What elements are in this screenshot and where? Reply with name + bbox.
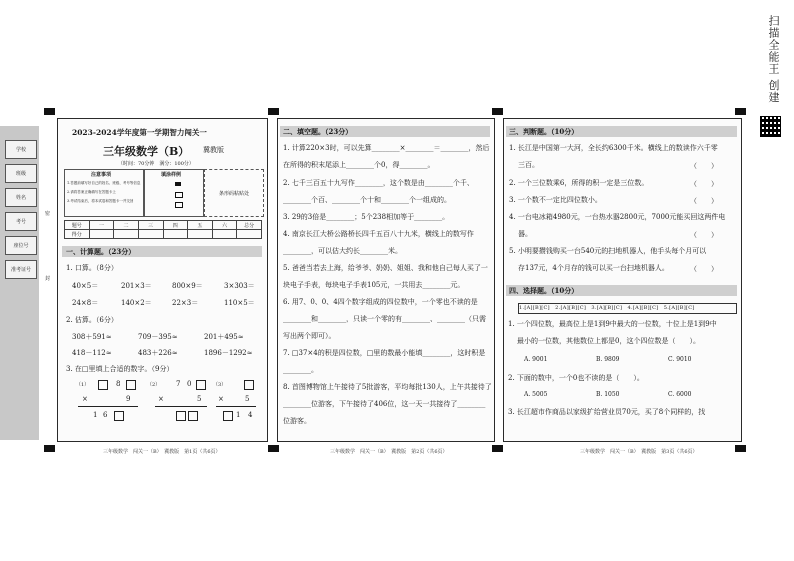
fill-line: ________，可以估大约长________米。 [283, 247, 402, 255]
choice-option[interactable]: C. 9010 [668, 356, 692, 363]
registration-mark [492, 108, 503, 115]
calc-item: 140×2＝ [121, 299, 152, 307]
digit-box[interactable] [196, 380, 206, 390]
fill-line: 位游客。 [283, 417, 311, 425]
fill-line: 8. 首图博物馆上午接待了5批游客，平均每批130人，上午共接待了 [283, 383, 492, 391]
barcode-label: 条形码粘贴处 [218, 190, 249, 197]
judge-line: 器。 [518, 230, 532, 238]
scanner-watermark: 扫描全能王 创建 [767, 15, 780, 104]
binding-char: 封 [45, 276, 51, 282]
binding-column [0, 126, 39, 440]
fill-sample-box [144, 169, 204, 217]
fill-line: ________个百、________个十和________个一组成的。 [283, 196, 451, 204]
choice-option[interactable]: C. 6000 [668, 391, 692, 398]
digit: 8 [116, 380, 121, 388]
choice-question: 3. 长江超市作商品以家级扩给营业员70元，买了8个同样的，找 [508, 408, 706, 416]
digit: 0 [187, 380, 192, 388]
page-footer: 三年级数学 闯关一（B） 冀教版 第2页（共6页） [330, 449, 448, 455]
notice-item: 2.请将答案正确填写在答题卡上 [67, 190, 116, 194]
digit: 1 [236, 411, 241, 419]
answer-strip[interactable]: 1.[A][B][C] 2.[A][B][C] 3.[A][B][C] 4.[A][B][C] 5.[A][B][C] [518, 303, 737, 314]
section-title: 四、选择题。（10分） [509, 286, 579, 295]
section-title: 二、填空题。（23分） [283, 127, 353, 136]
qr-code-icon [760, 116, 781, 137]
class-label: 班级 [5, 164, 37, 183]
digit-box[interactable] [223, 411, 233, 421]
fill-line: 写出两个即可）。 [283, 332, 336, 340]
calc-item: 201×3＝ [121, 282, 152, 290]
answer-paren[interactable]: （ ） [690, 197, 718, 205]
score-table [64, 220, 262, 239]
fill-line: 3. 29的3倍是________；5个238相加等于________。 [283, 213, 450, 221]
answer-paren[interactable]: （ ） [690, 180, 718, 188]
binding-char: 密 [45, 211, 51, 217]
question-title: 2. 估算。（6分） [66, 316, 118, 324]
digit-box[interactable] [126, 380, 136, 390]
notice-box [64, 169, 144, 217]
fill-line: 5. 爸爸当若去上海，给爷爷、奶奶、姐姐、我和他自己每人买了一 [283, 264, 488, 272]
digit-box[interactable] [188, 411, 198, 421]
exam-number-label: 考号 [5, 212, 37, 231]
estimate-item: 308＋591≈ [72, 333, 112, 341]
calc-item: 40×5＝ [72, 282, 99, 290]
estimate-item: 1896－1292≈ [204, 349, 253, 357]
registration-mark [735, 445, 746, 452]
judge-line: 1. 长江是中国第一大河，全长约6300千米。横线上的数读作六千零 [509, 144, 718, 152]
answer-paren[interactable]: （ ） [690, 231, 718, 239]
admission-number-label: 准考证号 [5, 260, 37, 279]
score-header: 一 [89, 221, 114, 230]
choice-question: 2. 下面的数中，一个0也不读的是（ ）。 [508, 374, 644, 382]
digit: 1 [93, 411, 98, 419]
page-footer: 三年级数学 闯关一（B） 冀教版 第1页（共6页） [103, 449, 221, 455]
fill-line: ________位游客，下午接待了406位，这一天一共接待了________ [283, 400, 486, 408]
fill-line: ________和________，只读一个零的有________、________（只需 [283, 315, 486, 323]
judge-line: 3. 一个数不一定比四位数小。 [509, 196, 602, 204]
estimate-item: 201＋495≈ [204, 333, 244, 341]
fill-line: 7. □37×4的积是四位数，□里的数最小能填________，这时积是 [283, 349, 486, 357]
notice-title: 注意事项 [91, 172, 112, 178]
page-footer: 三年级数学 闯关一（B） 冀教版 第3页（共6页） [580, 449, 698, 455]
judge-line: 存137元，4个月存的钱可以买一台扫地机器人。 [518, 264, 669, 272]
digit-box[interactable] [244, 380, 254, 390]
fill-line: 6. 用7、0、0、4四个数字组成的四位数中，一个零也不读的是 [283, 298, 478, 306]
judge-line: 5. 小明要攒钱购买一台540元的扫地机器人，他手头每个月可以 [509, 247, 707, 255]
choice-option[interactable]: B. 1050 [596, 391, 620, 398]
section-title: 一、计算题。（23分） [66, 247, 136, 256]
times-sign: × [82, 395, 88, 403]
section-title: 三、判断题。（10分） [509, 127, 579, 136]
times-sign: × [158, 395, 164, 403]
school-label: 学校 [5, 140, 37, 159]
question-title: 3. 在□里填上合适的数字。（9分） [66, 365, 174, 373]
calc-item: 3×303＝ [224, 282, 255, 290]
page-1 [57, 118, 268, 442]
digit: 9 [126, 395, 131, 403]
fill-line: 在所得的积末尾添上________个0，得________。 [283, 161, 435, 169]
fill-line: 块电子手表，每块电子手表105元，一共用去________元。 [283, 281, 465, 289]
choice-question: 1. 一个四位数，最高位上是1到9中最大的一位数，十位上是1到9中 [508, 320, 717, 328]
edition-label: 冀教版 [203, 146, 224, 154]
sub-label: （3） [213, 382, 227, 388]
notice-item: 1.答题前填写好自己的姓名、班级、考号等信息 [67, 181, 141, 185]
registration-mark [44, 445, 55, 452]
fill-line: ________。 [283, 366, 318, 374]
choice-option[interactable]: A. 5005 [524, 391, 548, 398]
digit: 6 [103, 411, 108, 419]
judge-line: 三百。 [518, 161, 539, 169]
sub-label: （2） [147, 382, 161, 388]
score-header: 六 [212, 221, 237, 230]
registration-mark [735, 108, 746, 115]
digit: 5 [197, 395, 202, 403]
barcode-area [204, 169, 264, 217]
registration-mark [268, 445, 279, 452]
fill-line: 1. 计算220×3时，可以先算________×________＝________，然后 [283, 144, 490, 152]
registration-mark [268, 108, 279, 115]
choice-option[interactable]: A. 9001 [524, 356, 548, 363]
calc-item: 800×9＝ [172, 282, 203, 290]
seat-number-label: 座位号 [5, 236, 37, 255]
time-note: （时间：70分钟 满分：100分） [118, 161, 194, 167]
fill-line: 4. 南京长江大桥公路桥长四千五百八十九米，横线上的数写作 [283, 230, 474, 238]
judge-line: 4. 一台电冰箱4980元，一台热水器2800元，7000元能买回这两件电 [509, 213, 726, 221]
calc-item: 22×3＝ [172, 299, 199, 307]
registration-mark [44, 108, 55, 115]
digit: 4 [248, 411, 253, 419]
answer-paren[interactable]: （ ） [690, 162, 718, 170]
sub-label: （1） [76, 382, 90, 388]
calc-item: 110×5＝ [224, 299, 255, 307]
question-title: 1. 口算。（8分） [66, 264, 118, 272]
estimate-item: 709－395≈ [138, 333, 178, 341]
choice-question: 最小的一位数，其他数位上都是0，这个四位数是（ ）。 [517, 337, 700, 345]
answer-paren[interactable]: （ ） [690, 265, 718, 273]
score-header: 四 [163, 221, 188, 230]
digit: 7 [176, 380, 181, 388]
times-sign: × [218, 395, 224, 403]
estimate-item: 483＋226≈ [138, 349, 178, 357]
fill-line: 2. 七千三百五十九写作________，这个数是由________个千、 [283, 179, 474, 187]
notice-item: 3.考试结束后，将本试卷和答题卡一并交回 [67, 199, 134, 203]
registration-mark [492, 445, 503, 452]
subject-title: 三年级数学（B） [103, 145, 190, 158]
name-label: 姓名 [5, 188, 37, 207]
score-header: 总分 [237, 221, 262, 230]
calc-item: 24×8＝ [72, 299, 99, 307]
digit-box[interactable] [176, 411, 186, 421]
score-header: 题号 [65, 221, 90, 230]
score-row-label: 得分 [65, 230, 90, 239]
page-2 [277, 118, 495, 442]
digit-box[interactable] [114, 411, 124, 421]
choice-option[interactable]: B. 9809 [596, 356, 620, 363]
digit-box[interactable] [98, 380, 108, 390]
score-header: 二 [114, 221, 139, 230]
exam-title: 2023-2024学年度第一学期智力闯关一 [72, 128, 207, 137]
estimate-item: 418－112≈ [72, 349, 112, 357]
score-header: 三 [138, 221, 163, 230]
score-header: 五 [188, 221, 213, 230]
fill-sample-title: 填涂样例 [161, 172, 182, 178]
digit: 5 [245, 395, 250, 403]
judge-line: 2. 一个三位数乘6，所得的积一定是三位数。 [509, 179, 649, 187]
